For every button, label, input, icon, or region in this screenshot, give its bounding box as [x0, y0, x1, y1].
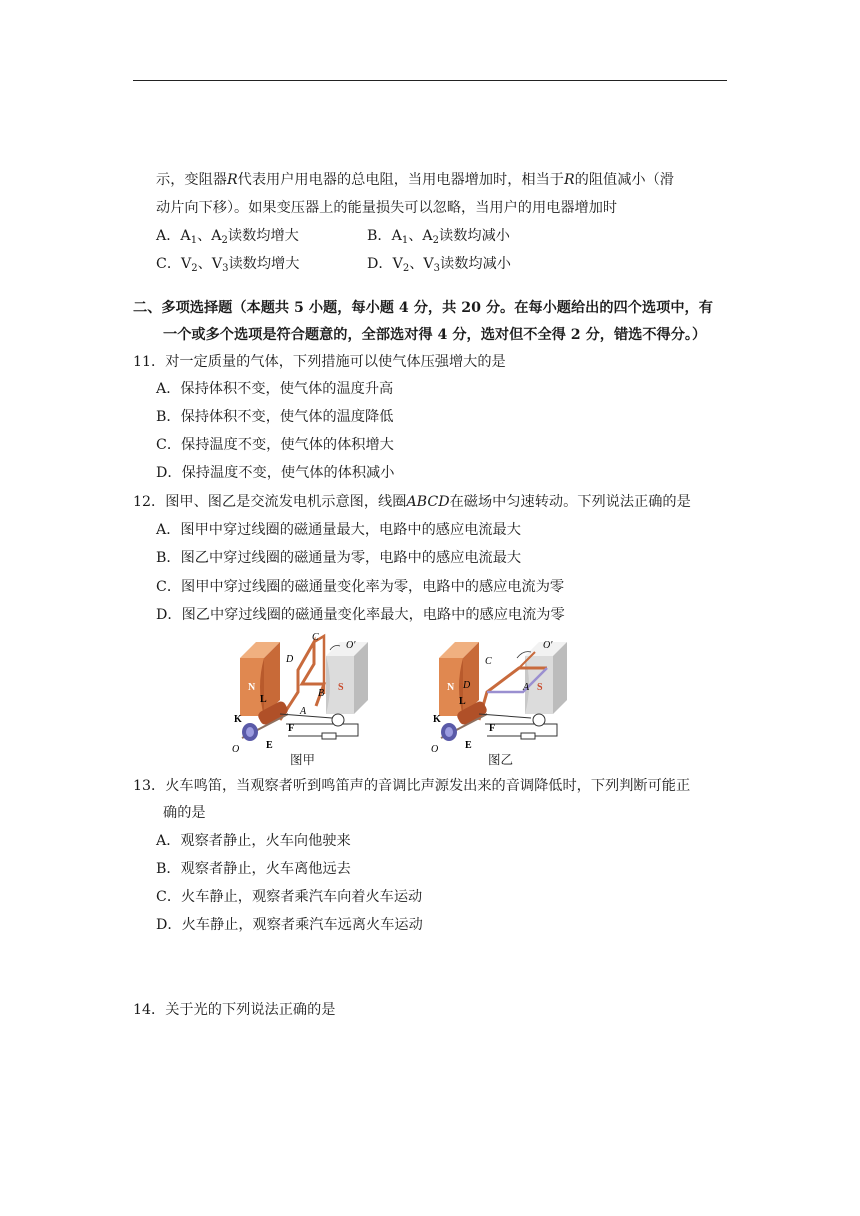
q10-line1: 示，变阻器R代表用户用电器的总电阻，当用电器增加时，相当于R的阻值减小（滑: [156, 172, 674, 188]
section2-header-line1: 二、多项选择题（本题共 5 小题，每小题 4 分，共 20 分。在每小题给出的四个选项中，有: [133, 300, 713, 316]
label-c-left: C: [312, 632, 319, 643]
magnet-s-left: [326, 642, 368, 714]
q13-option-d: D．火车静止，观察者乘汽车远离火车运动: [156, 917, 423, 933]
resistor-icon-right: [521, 733, 535, 739]
q11-option-d: D．保持温度不变，使气体的体积减小: [156, 465, 395, 481]
pole-s-label-left: S: [338, 682, 344, 693]
q10-option-d: D．$V_2$、$V_3$读数均减小: [367, 256, 511, 274]
resistor-icon-left: [322, 733, 336, 739]
label-f-left: F: [288, 723, 295, 734]
q11-option-a: A．保持体积不变，使气体的温度升高: [156, 381, 394, 397]
q12-stem: 12．图甲、图乙是交流发电机示意图，线圈ABCD在磁场中匀速转动。下列说法正确的是: [133, 494, 691, 510]
q10-option-a: A．$A_1$、$A_2$读数均增大: [156, 228, 299, 246]
q14-stem: 14．关于光的下列说法正确的是: [133, 1002, 336, 1018]
label-d-right: D: [463, 680, 471, 691]
label-o-left: O: [232, 744, 240, 754]
generator-figure-left: [228, 628, 383, 754]
header-rule: [133, 80, 727, 81]
label-e-left: E: [266, 740, 273, 751]
label-k-left: K: [234, 714, 242, 725]
figure-caption-left: 图甲: [290, 752, 316, 767]
pole-n-label-left: N: [248, 682, 256, 693]
q13-option-c: C．火车静止，观察者乘汽车向着火车运动: [156, 889, 423, 905]
label-l-left: L: [260, 694, 267, 705]
pole-s-label-right: S: [537, 682, 543, 693]
figure-caption-right: 图乙: [488, 752, 514, 767]
label-o-right: O: [431, 744, 439, 754]
q13-option-b: B．观察者静止，火车离他远去: [156, 861, 351, 877]
q13-stem-line1: 13．火车鸣笛，当观察者听到鸣笛声的音调比声源发出来的音调降低时，下列判断可能正: [133, 778, 691, 794]
magnet-s-right: [525, 642, 567, 714]
q11-option-c: C．保持温度不变，使气体的体积增大: [156, 437, 394, 453]
q12-option-a: A．图甲中穿过线圈的磁通量最大，电路中的感应电流最大: [156, 522, 521, 538]
label-b-left: B: [318, 688, 325, 699]
label-f-right: F: [489, 723, 496, 734]
label-k-right: K: [433, 714, 441, 725]
q10-line2: 动片向下移）。如果变压器上的能量损失可以忽略，当用户的用电器增加时: [156, 200, 618, 216]
q13-stem-line2: 确的是: [163, 805, 206, 821]
q12-option-b: B．图乙中穿过线圈的磁通量为零，电路中的感应电流最大: [156, 550, 522, 566]
label-a-left: A: [300, 706, 307, 717]
q12-option-c: C．图甲中穿过线圈的磁通量变化率为零，电路中的感应电流为零: [156, 579, 565, 595]
label-a-right: A: [523, 682, 530, 693]
label-o-prime-right: O′: [543, 640, 553, 651]
q10-option-b: B．$A_1$、$A_2$读数均减小: [367, 228, 510, 246]
section2-header-line2: 一个或多个选项是符合题意的，全部选对得 4 分，选对但不全得 2 分，错选不得分。）: [163, 327, 707, 343]
meter-icon-left: [332, 714, 344, 726]
meter-icon-right: [533, 714, 545, 726]
generator-figure-right: [427, 628, 577, 754]
q11-stem: 11．对一定质量的气体，下列措施可以使气体压强增大的是: [133, 354, 506, 370]
label-c-right: C: [485, 656, 492, 667]
label-l-right: L: [459, 696, 466, 707]
label-e-right: E: [465, 740, 472, 751]
label-d-left: D: [286, 654, 294, 665]
q11-option-b: B．保持体积不变，使气体的温度降低: [156, 409, 394, 425]
q13-option-a: A．观察者静止，火车向他驶来: [156, 833, 351, 849]
label-o-prime-left: O′: [346, 640, 356, 651]
q12-option-d: D．图乙中穿过线圈的磁通量变化率最大，电路中的感应电流为零: [156, 607, 565, 623]
q10-option-c: C．$V_2$、$V_3$读数均增大: [156, 256, 300, 274]
pole-n-label-right: N: [447, 682, 455, 693]
